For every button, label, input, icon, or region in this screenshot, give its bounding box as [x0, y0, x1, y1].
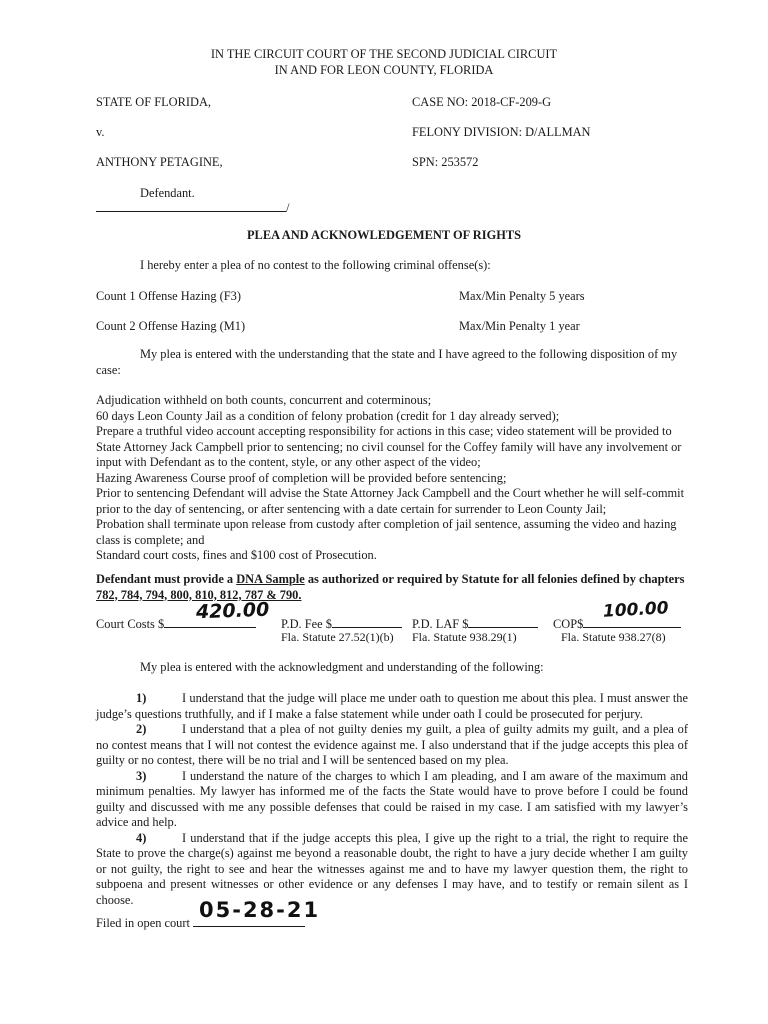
count-1-penalty: Max/Min Penalty 5 years — [459, 289, 585, 303]
caption-slash: / — [286, 201, 290, 215]
dna-notice-after: as authorized or required by Statute for all felonies defined by chapters — [304, 572, 685, 586]
filed-date-handwritten: 05-28-21 — [199, 898, 321, 922]
acknowledgment-number: 1) — [136, 691, 147, 705]
acknowledgment-intro: My plea is entered with the acknowledgment and understanding of the following: — [140, 660, 544, 674]
court-header-line1: IN THE CIRCUIT COURT OF THE SECOND JUDICIAL CIRCUIT — [210, 47, 558, 61]
case-number: CASE NO: 2018-CF-209-G — [412, 95, 552, 109]
defendant-name: ANTHONY PETAGINE, — [96, 155, 223, 169]
dna-notice — [96, 572, 688, 603]
acknowledgment-text: I understand that the judge will place me under oath to question me about this plea. I must answer the judge’s questions truthfully, and if I make a false statement while under oath I could be prosecuted for perjury. — [96, 691, 688, 721]
caption-signature-line — [96, 199, 289, 217]
acknowledgment-text: I understand the nature of the charges to which I am pleading, and I am aware of the maximum and minimum penalties. My lawyer has informed me of the facts the State would have to prove before I could be found guilty and discussed with me any possible defenses that could be raised in my case. I am satisfied with my lawyer’s advice and help. — [96, 768, 688, 829]
pd-laf-label: P.D. LAF $ — [412, 617, 469, 631]
acknowledgment-item — [96, 769, 688, 831]
acknowledgment-list — [96, 691, 688, 908]
acknowledgment-number: 4) — [136, 830, 147, 845]
cops-label: COP$ — [553, 617, 584, 631]
dna-notice-before: Defendant must provide a — [96, 572, 237, 586]
cops-handwritten: 100.00 — [602, 598, 670, 622]
versus-label: v. — [96, 125, 105, 139]
count-1-offense: Count 1 Offense Hazing (F3) — [96, 289, 241, 303]
acknowledgment-number: 2) — [136, 722, 147, 736]
disposition-item: 60 days Leon County Jail as a condition of felony probation (credit for 1 day already served); — [96, 408, 560, 423]
felony-division: FELONY DIVISION: D/ALLMAN — [412, 125, 591, 139]
spn-number: SPN: 253572 — [412, 155, 479, 169]
pd-fee-label: P.D. Fee $ — [281, 617, 332, 631]
disposition-item: Standard court costs, fines and $100 cost of Prosecution. — [96, 548, 377, 562]
dna-chapters: 782, 784, 794, 800, 810, 812, 787 & 790. — [96, 587, 302, 602]
document-title: PLEA AND ACKNOWLEDGEMENT OF RIGHTS — [246, 228, 521, 242]
acknowledgment-item — [96, 722, 688, 769]
disposition-list — [96, 393, 688, 564]
court-costs-handwritten: 420.00 — [195, 598, 270, 624]
court-header-line2: IN AND FOR LEON COUNTY, FLORIDA — [274, 63, 494, 77]
disposition-item: Probation shall terminate upon release from custody after completion of jail sentence, assuming the video and hazing class is complete; and — [96, 517, 677, 547]
disposition-item: Prepare a truthful video account accepting responsibility for actions in this case; video statement will be provided to State Attorney Jack Campbell prior to sentencing; no civil counsel for the Coffey family will have any involvement or input with Defendant as to the content, style, or any other aspect of the video; — [96, 424, 682, 469]
count-2-penalty: Max/Min Penalty 1 year — [459, 319, 580, 333]
filed-label: Filed in open court — [96, 916, 190, 930]
court-costs-label: Court Costs $ — [96, 617, 165, 631]
acknowledgment-item — [96, 691, 688, 722]
count-2-offense: Count 2 Offense Hazing (M1) — [96, 319, 246, 333]
acknowledgment-text: I understand that a plea of not guilty denies my guilt, a plea of guilty admits my guilt, and a plea of no contest means that I will not contest the evidence against me. I also understand that if the judge accepts this plea of guilty or no contest, there will be no trial and I will be sentenced based on my plea. — [96, 722, 688, 767]
defendant-label: Defendant. — [140, 186, 195, 200]
plea-intro: I hereby enter a plea of no contest to the following criminal offense(s): — [140, 258, 491, 272]
dna-sample-term: DNA Sample — [236, 572, 305, 586]
statute-pd-fee: Fla. Statute 27.52(1)(b) — [281, 630, 394, 644]
disposition-item: Prior to sentencing Defendant will advise the State Attorney Jack Campbell and the Court whether he will self-commit prior to the day of sentencing, or after sentencing with a date certain for surrender to Leon County Jail; — [96, 486, 685, 516]
disposition-intro: My plea is entered with the understanding that the state and I have agreed to the following disposition of my case: — [96, 347, 678, 377]
acknowledgment-number: 3) — [136, 768, 147, 783]
acknowledgment-text: I understand that if the judge accepts this plea, I give up the right to a trial, the right to require the State to prove the charge(s) against me beyond a reasonable doubt, the right to have a jury decide whether I am guilty or not guilty, the right to see and hear the witnesses against me and to have my lawyer question them, the right to subpoena and present witnesses or other evidence or any defenses I may have, and to testify or remain silent as I choose. — [96, 830, 688, 907]
plaintiff-name: STATE OF FLORIDA, — [96, 95, 212, 109]
disposition-item: Adjudication withheld on both counts, concurrent and coterminous; — [96, 393, 432, 407]
disposition-item: Hazing Awareness Course proof of completion will be provided before sentencing; — [96, 470, 507, 485]
statute-pd-laf: Fla. Statute 938.29(1) — [412, 630, 517, 644]
statute-cops: Fla. Statute 938.27(8) — [561, 630, 666, 644]
acknowledgment-item — [96, 831, 688, 909]
